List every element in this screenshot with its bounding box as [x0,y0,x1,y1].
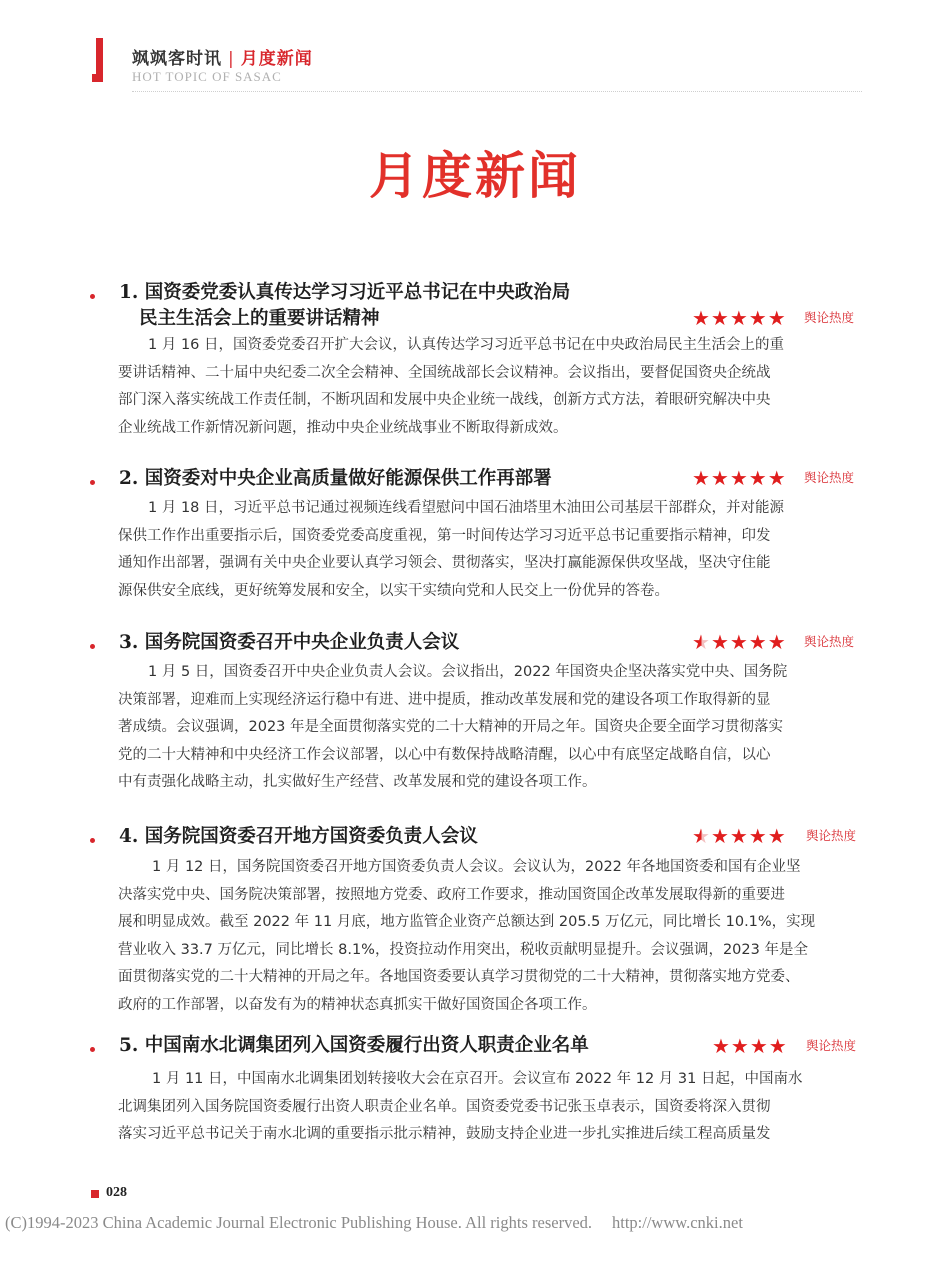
news-body-3-line: 1 月 5 日，国资委召开中央企业负责人会议。会议指出，2022 年国资央企坚决落实党中央、国务院 [148,664,788,680]
news-body-3-line: 著成绩。会议强调，2023 年是全面贯彻落实党的二十大精神的开局之年。国资央企要全面学习贯彻落实 [118,719,784,735]
news-body-4-line: 展和明显成效。截至 2022 年 11 月底，地方监管企业资产总额达到 205.5 万亿元，同比增长 10.1%，实现 [118,914,816,930]
news-title-1 [119,280,570,332]
footer-square-icon [91,1190,99,1198]
news-body-3-line: 党的二十大精神和中央经济工作会议部署，以心中有数保持战略清醒，以心中有底坚定战略自信，以心 [118,746,771,763]
news-body-1 [118,332,784,442]
bullet-icon [90,480,95,485]
heat-rating-5-stars-icon: ★★★★ [712,1034,788,1058]
news-body-2-line: 保供工作作出重要指示后，国资委党委高度重视，第一时间传达学习习近平总书记重要指示精神，印发 [118,527,771,544]
news-body-4-line: 营业收入 33.7 万亿元，同比增长 8.1%，投资拉动作用突出，税收贡献明显提升。会议强调，2023 年是全 [118,941,808,958]
copyright-url: http://www.cnki.net [612,1213,743,1232]
header-accent-square [92,74,99,82]
news-body-2 [118,495,784,605]
bullet-icon [90,644,95,649]
news-body-4-line: 决落实党中央、国务院决策部署，按照地方党委、政府工作要求，推动国资国企改革发展取得新的重要进 [118,886,785,903]
bullet-icon [90,294,95,299]
news-body-5-line: 北调集团列入国务院国资委履行出资人职责企业名单。国资委党委书记张玉卓表示，国资委将深入贯彻 [118,1098,771,1115]
heat-rating-1-stars-icon: ★★★★★ [692,306,787,330]
news-body-4 [118,854,815,1019]
header-section: 月度新闻 [240,49,313,69]
news-title-3: 3. 国务院国资委召开中央企业负责人会议 [119,632,460,653]
news-body-3 [118,659,787,797]
page-title: 月度新闻 [369,146,581,205]
news-body-1-line: 要讲话精神、二十届中央纪委二次全会精神、全国统战部长会议精神。会议指出，要督促国资央企统战 [118,364,771,381]
header-title [132,44,313,69]
news-body-1-line: 部门深入落实统战工作责任制，不断巩固和发展中央企业统一战线，创新方式方法，着眼研究解决中央 [118,392,771,408]
news-body-4-line: 1 月 12 日，国务院国资委召开地方国资委负责人会议。会议认为，2022 年各地国资委和国有企业坚 [152,859,801,875]
header-subtitle: HOT TOPIC OF SASAC [132,69,282,84]
news-title-2: 2. 国资委对中央企业高质量做好能源保供工作再部署 [119,468,552,489]
news-body-1-line: 企业统战工作新情况新问题，推动中央企业统战事业不断取得新成效。 [118,419,568,436]
heat-rating-2-stars-icon: ★★★★★ [692,466,787,490]
news-body-1-line: 1 月 16 日，国资委党委召开扩大会议，认真传达学习习近平总书记在中央政治局民主生活会上的重 [148,337,784,353]
news-title-4: 4. 国务院国资委召开地方国资委负责人会议 [119,826,478,847]
news-title-1-line1: 1. 国资委党委认真传达学习习近平总书记在中央政治局 [119,282,571,303]
news-body-5-line: 落实习近平总书记关于南水北调的重要指示批示精神，鼓励支持企业进一步扎实推进后续工程高质量发 [118,1126,771,1142]
news-body-4-line: 面贯彻落实党的二十大精神的开局之年。各地国资委要认真学习贯彻党的二十大精神，贯彻落实地方党委、 [118,969,800,985]
heat-label-3: 舆论热度 [804,634,855,649]
heat-label-5: 舆论热度 [806,1038,857,1053]
news-body-3-line: 中有责强化战略主动，扎实做好生产经营、改革发展和党的建设各项工作。 [118,774,597,790]
news-body-2-line: 通知作出部署，强调有关中央企业要认真学习领会、贯彻落实，坚决打赢能源保供攻坚战，坚决守住能 [118,555,771,571]
heat-label-4: 舆论热度 [806,828,857,843]
header-brand: 飒飒客时讯 [132,49,222,69]
news-body-2-line: 源保供安全底线，更好统筹发展和安全，以实干实绩向党和人民交上一份优异的答卷。 [118,582,669,599]
bullet-icon [90,838,95,843]
page-number: 028 [106,1185,127,1200]
heat-rating-4-stars-icon: ★★★★★ [692,824,787,848]
heat-label-2: 舆论热度 [804,470,855,485]
header-separator: | [228,49,235,69]
news-body-5-line: 1 月 11 日，中国南水北调集团划转接收大会在京召开。会议宣布 2022 年 12 月 31 日起，中国南水 [152,1071,803,1087]
news-title-5: 5. 中国南水北调集团列入国资委履行出资人职责企业名单 [119,1035,589,1056]
news-title-1-line2: 民主生活会上的重要讲话精神 [139,308,380,329]
news-body-3-line: 决策部署，迎难而上实现经济运行稳中有进、进中提质，推动改革发展和党的建设各项工作取得新的显 [118,691,771,708]
copyright-notice [5,1213,743,1233]
news-body-2-line: 1 月 18 日，习近平总书记通过视频连线看望慰问中国石油塔里木油田公司基层干部群众，并对能源 [148,500,784,516]
half-star-icon: ★ [692,824,711,848]
heat-label-1: 舆论热度 [804,310,855,325]
news-body-5 [118,1066,802,1149]
news-body-4-line: 政府的工作部署，以奋发有为的精神状态真抓实干做好国资国企各项工作。 [118,996,597,1013]
bullet-icon [90,1047,95,1052]
header-divider [132,91,862,92]
heat-rating-3-stars-icon: ★★★★★ [692,630,787,654]
copyright-text: (C)1994-2023 China Academic Journal Electronic Publishing House. All rights reserved. [5,1213,593,1232]
half-star-icon: ★ [692,630,711,654]
